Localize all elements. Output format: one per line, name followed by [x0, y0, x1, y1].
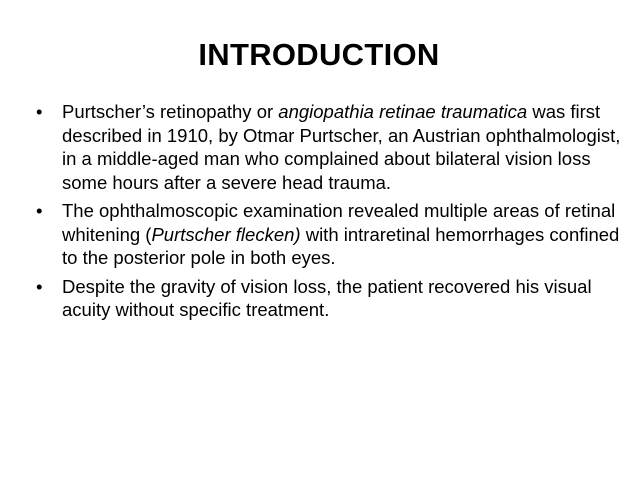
bullet-text: Despite the gravity of vision loss, the patient recovered his visual acuity without specific treatment.	[62, 275, 592, 320]
bullet-item	[36, 275, 626, 322]
bullet-text-italic: Purtscher flecken)	[151, 223, 301, 245]
bullet-item	[36, 100, 626, 194]
bullet-marker: •	[36, 200, 43, 221]
bullet-marker: •	[36, 275, 43, 297]
bullet-text-italic: angiopathia retinae traumatica	[278, 101, 528, 122]
bullet-text: with intraretinal hemorrhages confined to the posterior pole in both eyes.	[62, 223, 620, 268]
slide-title: INTRODUCTION	[198, 37, 440, 72]
bullet-text: The ophthalmoscopic examination revealed multiple areas of retinal whitening (	[62, 200, 616, 245]
bullet-item	[36, 199, 626, 270]
bullet-list	[36, 100, 626, 327]
bullet-text: was first described in 1910, by Otmar Purtscher, an Austrian ophthalmologist, in a middle-aged man who complained about bilateral vision loss some hours after a severe head trauma.	[62, 101, 621, 193]
bullet-marker: •	[36, 101, 43, 122]
bullet-text: Purtscher’s retinopathy or	[62, 101, 279, 122]
